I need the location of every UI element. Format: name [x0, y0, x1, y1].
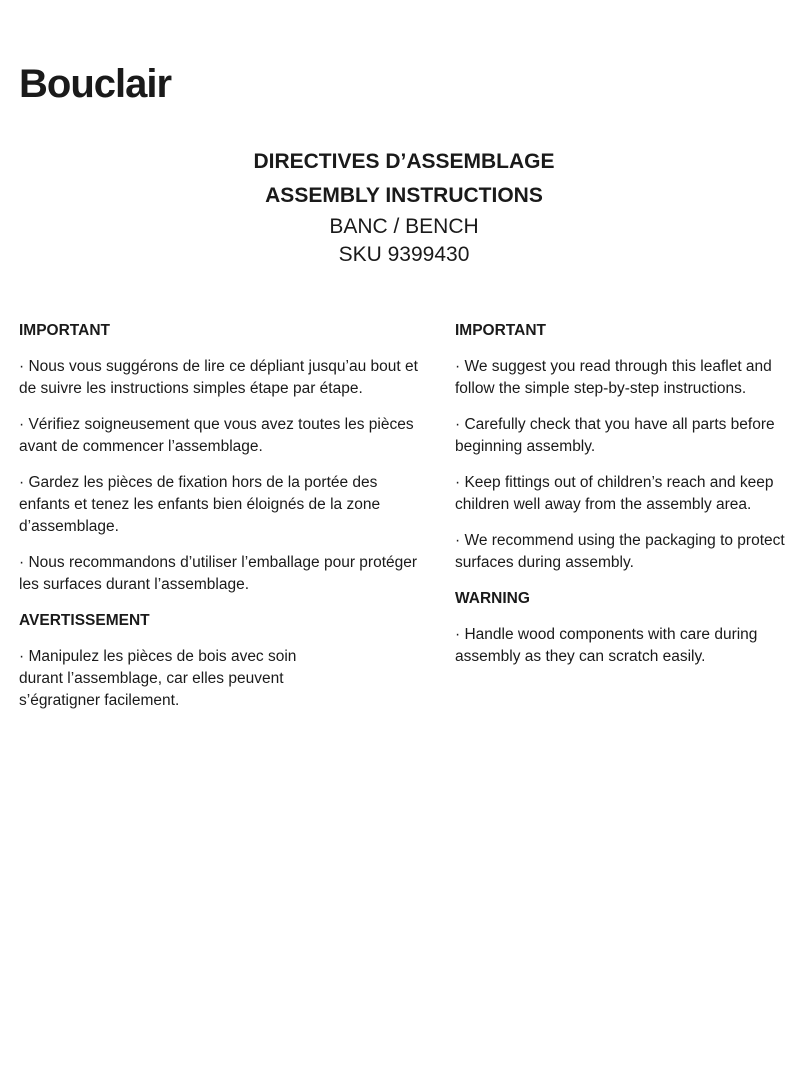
- english-important-heading: IMPORTANT: [455, 322, 546, 339]
- english-important-item: · Keep fittings out of children’s reach and keep children well away from the assembly area.: [455, 474, 774, 513]
- french-important-item: · Nous recommandons d’utiliser l’emballage pour protéger les surfaces durant l’assemblage.: [19, 554, 418, 593]
- english-warning-item: · Handle wood components with care during assembly as they can scratch easily.: [455, 626, 758, 665]
- english-column: [455, 320, 800, 682]
- product-sku: SKU 9399430: [338, 243, 470, 266]
- french-important-item: · Nous vous suggérons de lire ce dépliant jusqu’au bout et de suivre les instructions simples étape par étape.: [19, 358, 418, 397]
- english-important-item: · We suggest you read through this leaflet and follow the simple step-by-step instructions.: [455, 358, 772, 397]
- title-french: DIRECTIVES D’ASSEMBLAGE: [253, 150, 555, 173]
- french-warning-item: · Manipulez les pièces de bois avec soin durant l’assemblage, car elles peuvent s’égratigner facilement.: [19, 648, 297, 709]
- english-warning-heading: WARNING: [455, 590, 530, 607]
- brand-logo: Bouclair: [19, 62, 172, 106]
- french-important-heading: IMPORTANT: [19, 322, 110, 339]
- english-important-item: · We recommend using the packaging to protect surfaces during assembly.: [455, 532, 785, 571]
- french-column: [19, 320, 419, 726]
- title-english: ASSEMBLY INSTRUCTIONS: [265, 184, 543, 207]
- french-important-item: · Vérifiez soigneusement que vous avez toutes les pièces avant de commencer l’assemblage.: [19, 416, 414, 455]
- document-title-block: [0, 145, 808, 269]
- english-important-item: · Carefully check that you have all parts before beginning assembly.: [455, 416, 775, 455]
- french-warning-heading: AVERTISSEMENT: [19, 612, 150, 629]
- french-important-item: · Gardez les pièces de fixation hors de la portée des enfants et tenez les enfants bien éloignés de la zone d’assemblage.: [19, 474, 381, 535]
- product-name: BANC / BENCH: [329, 215, 479, 238]
